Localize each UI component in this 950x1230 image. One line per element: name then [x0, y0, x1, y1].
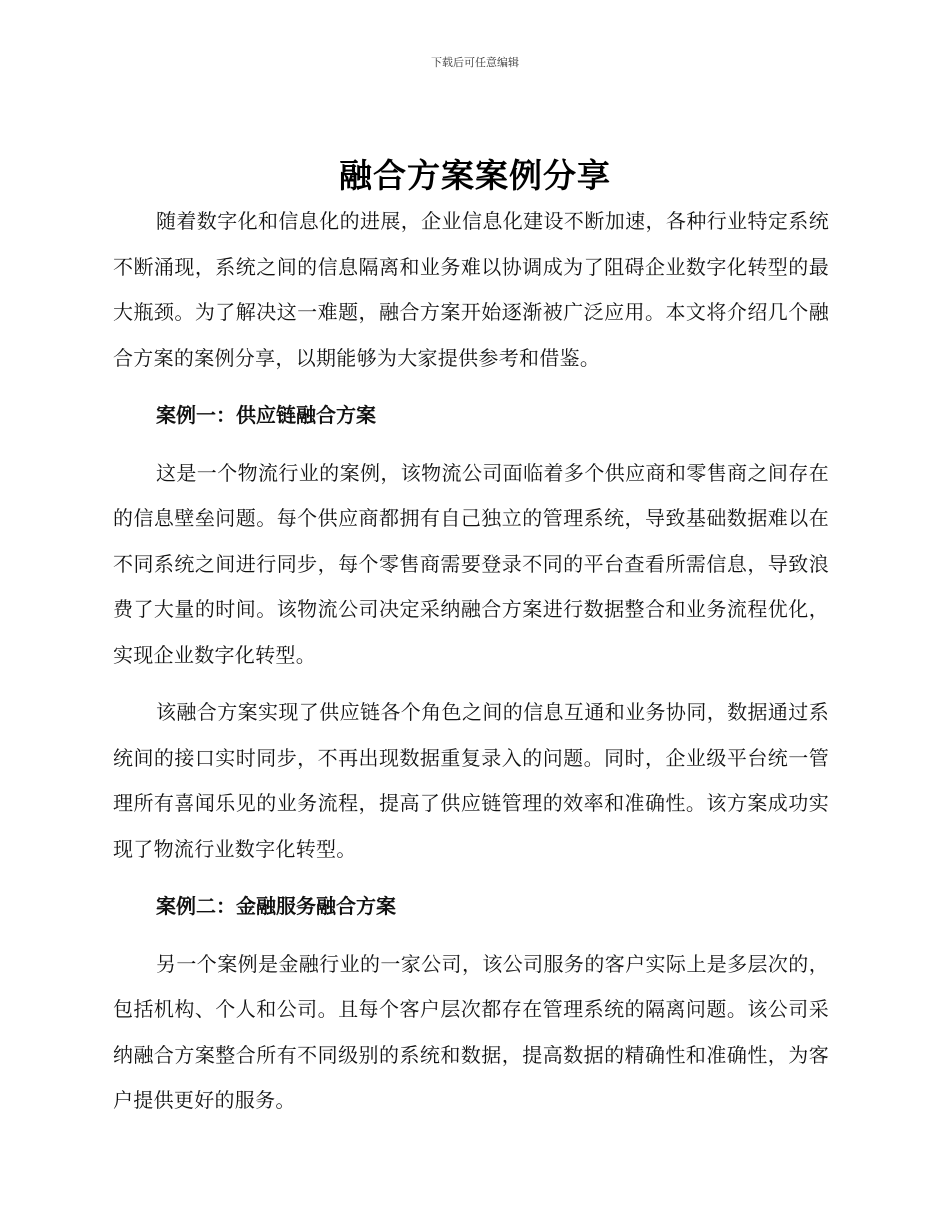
case1-paragraph-2: 该融合方案实现了供应链各个角色之间的信息互通和业务协同，数据通过系统间的接口实时同步，不再出现数据重复录入的问题。同时，企业级平台统一管理所有喜闻乐见的业务流程，提高了供应链管理的效率和准确性。该方案成功实现了物流行业数字化转型。: [113, 700, 829, 861]
header-note: 下载后可任意编辑: [431, 56, 519, 69]
case1-heading: 案例一：供应链融合方案: [156, 403, 376, 427]
document-title: 融合方案案例分享: [339, 156, 611, 195]
intro-paragraph: 随着数字化和信息化的进展，企业信息化建设不断加速，各种行业特定系统不断涌现，系统之间的信息隔离和业务难以协调成为了阻碍企业数字化转型的最大瓶颈。为了解决这一难题，融合方案开始逐渐被广泛应用。本文将介绍几个融合方案的案例分享，以期能够为大家提供参考和借鉴。: [113, 209, 829, 370]
case1-paragraph-1: 这是一个物流行业的案例，该物流公司面临着多个供应商和零售商之间存在的信息壁垒问题。每个供应商都拥有自己独立的管理系统，导致基础数据难以在不同系统之间进行同步，每个零售商需要登录不同的平台查看所需信息，导致浪费了大量的时间。该物流公司决定采纳融合方案进行数据整合和业务流程优化，实现企业数字化转型。: [113, 460, 829, 667]
case2-paragraph-1: 另一个案例是金融行业的一家公司，该公司服务的客户实际上是多层次的，包括机构、个人和公司。且每个客户层次都存在管理系统的隔离问题。该公司采纳融合方案整合所有不同级别的系统和数据，提高数据的精确性和准确性，为客户提供更好的服务。: [113, 951, 829, 1112]
case2-heading: 案例二：金融服务融合方案: [156, 894, 396, 918]
document-body: [113, 199, 829, 1124]
